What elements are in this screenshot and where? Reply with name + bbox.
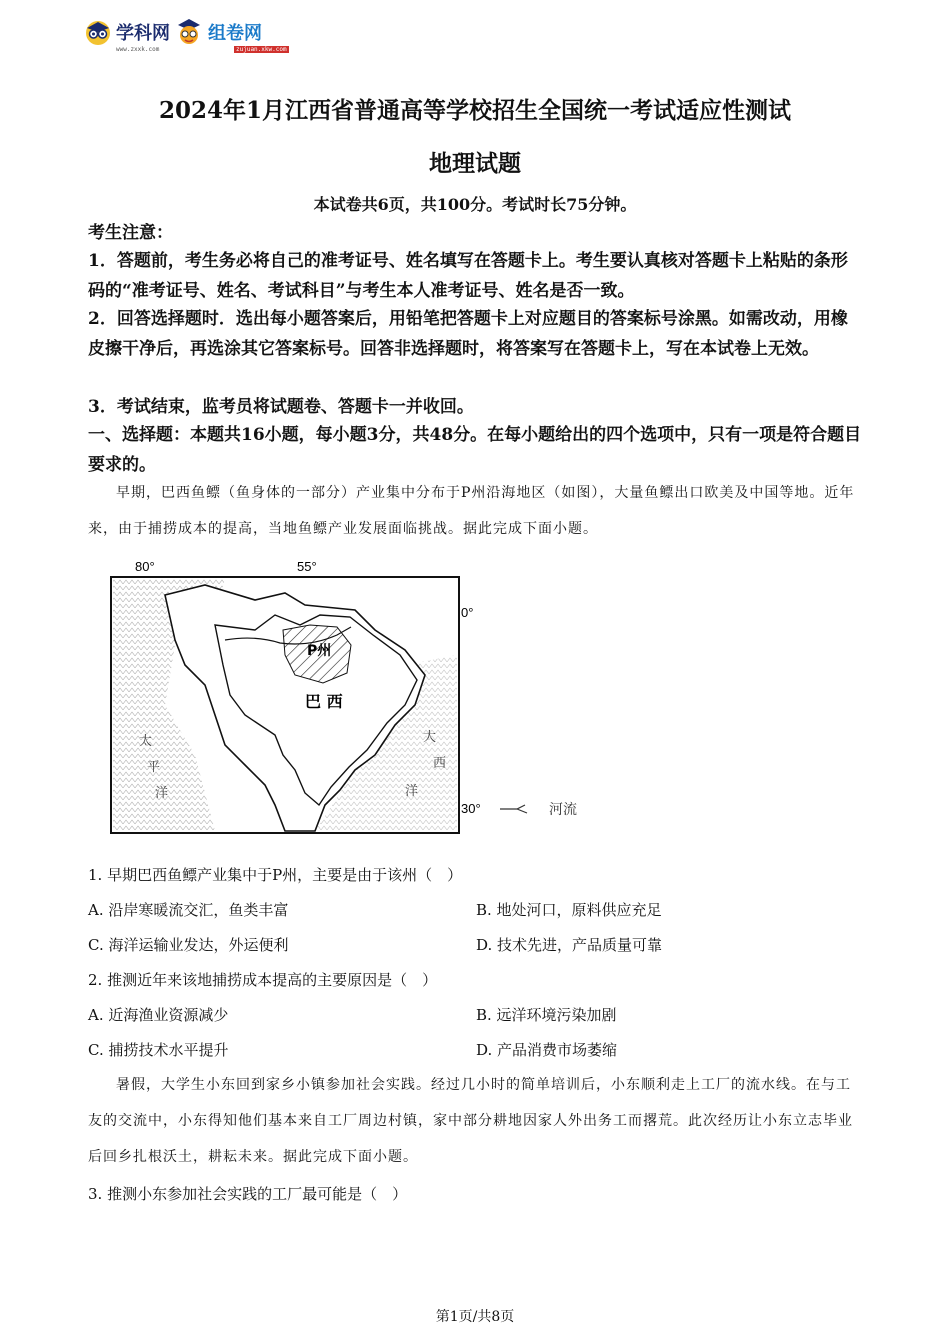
logo-mascot-icon xyxy=(176,17,202,47)
brazil-label: 巴 西 xyxy=(305,692,343,711)
notice-item-3: 3．考试结束，监考员将试题卷、答题卡一并收回。 xyxy=(88,397,474,417)
passage-2: 暑假，大学生小东回到家乡小镇参加社会实践。经过几小时的简单培训后，小东顺利走上工厂的流水线。在与工友的交流中，小东得知他们基本来自工厂周边村镇，家中部分耕地因家人外出务工而撂荒。此次经历让小东立志毕业后回乡扎根沃土，耕耘未来。据此完成下面小题。 xyxy=(88,1077,853,1165)
logo1-url: www.zxxk.com xyxy=(116,46,160,53)
q2-option-d[interactable]: D. 产品消费市场萎缩 xyxy=(476,1041,618,1059)
logo-owl-icon xyxy=(84,18,112,46)
exam-subtitle: 地理试题 xyxy=(429,150,521,177)
atlantic-label-2: 西 xyxy=(433,756,447,771)
notice-item-1: 1．答题前，考生务必将自己的准考证号、姓名填写在答题卡上。考生要认真核对答题卡上粘贴的条形码的“准考证号、姓名、考试科目”与考生本人准考证号、姓名是否一致。 xyxy=(88,251,848,301)
question-3-stem: 3. 推测小东参加社会实践的工厂最可能是（ ） xyxy=(88,1185,408,1203)
river-legend-icon xyxy=(500,805,527,813)
p-state-label: P州 xyxy=(307,643,332,659)
q2-option-b[interactable]: B. 远洋环境污染加剧 xyxy=(476,1006,617,1024)
brazil-map xyxy=(105,555,595,845)
lat-0-label: 0° xyxy=(461,605,474,620)
q1-option-b[interactable]: B. 地处河口，原料供应充足 xyxy=(476,901,662,919)
q1-option-a[interactable]: A. 沿岸寒暖流交汇，鱼类丰富 xyxy=(88,901,289,919)
pacific-label-3: 洋 xyxy=(155,786,169,801)
notice-heading: 考生注意： xyxy=(88,223,173,243)
header-logo xyxy=(84,12,287,53)
atlantic-label-3: 洋 xyxy=(405,784,419,799)
passage-1: 早期，巴西鱼鳔（鱼身体的一部分）产业集中分布于P州沿海地区（如图），大量鱼鳔出口欧美及中国等地。近年来，由于捕捞成本的提高，当地鱼鳔产业发展面临挑战。据此完成下面小题。 xyxy=(88,485,855,537)
pacific-label-2: 平 xyxy=(147,760,161,775)
q1-option-d[interactable]: D. 技术先进，产品质量可靠 xyxy=(476,936,663,954)
q2-option-c[interactable]: C. 捕捞技术水平提升 xyxy=(88,1041,229,1059)
logo-zujuanwang: 组卷网 xyxy=(208,23,262,44)
exam-title: 2024年1月江西省普通高等学校招生全国统一考试适应性测试 xyxy=(158,97,792,124)
section-heading: 一、选择题：本题共16小题，每小题3分，共48分。在每小题给出的四个选项中，只有一项是符合题目要求的。 xyxy=(88,425,862,475)
notice-item-2: 2．回答选择题时．选出每小题答案后，用铅笔把答题卡上对应题目的答案标号涂黑。如需改动，用橡皮擦干净后，再选涂其它答案标号。回答非选择题时，将答案写在答题卡上，写在本试卷上无效。 xyxy=(88,309,848,359)
logo-xuekewang: 学科网 xyxy=(116,23,170,44)
logo2-url: zujuan.xkw.com xyxy=(236,46,287,53)
atlantic-label-1: 大 xyxy=(423,730,437,745)
q2-option-a[interactable]: A. 近海渔业资源减少 xyxy=(88,1006,229,1024)
question-2-stem: 2. 推测近年来该地捕捞成本提高的主要原因是（ ） xyxy=(88,971,438,989)
page-number: 第1页/共8页 xyxy=(435,1309,515,1325)
lon-55-label: 55° xyxy=(297,559,317,574)
question-1-stem: 1. 早期巴西鱼鳔产业集中于P州，主要是由于该州（ ） xyxy=(88,866,463,884)
river-legend-label: 河流 xyxy=(549,802,577,818)
exam-info: 本试卷共6页，共100分。考试时长75分钟。 xyxy=(313,195,637,214)
lat-30-label: 30° xyxy=(461,801,481,816)
q1-option-c[interactable]: C. 海洋运输业发达，外运便利 xyxy=(88,936,289,954)
pacific-label-1: 太 xyxy=(139,734,153,749)
lon-80-label: 80° xyxy=(135,559,155,574)
